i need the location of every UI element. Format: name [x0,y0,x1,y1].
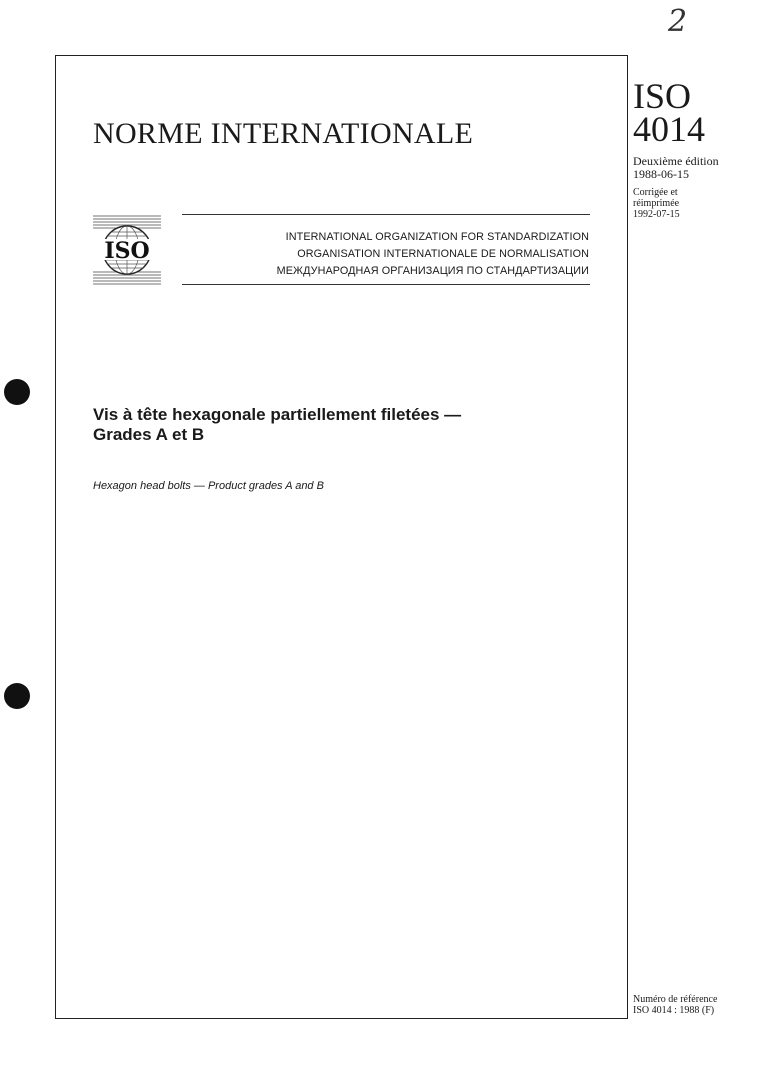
org-name-en: INTERNATIONAL ORGANIZATION FOR STANDARDIZATION [285,231,589,243]
document-title: NORME INTERNATIONALE [93,117,474,150]
subject-title-fr-line1: Vis à tête hexagonale partiellement filetées — [93,405,462,424]
header-rule-top [182,214,590,215]
punch-hole [4,683,30,709]
handwritten-annotation: 2 [668,4,688,39]
edition-info [633,155,719,181]
org-name-fr: ORGANISATION INTERNATIONALE DE NORMALISATION [297,248,589,260]
standard-number: 4014 [633,109,705,149]
reference-number [633,994,717,1016]
page-frame [55,55,628,1019]
iso-logo-text: ISO [104,238,150,264]
edition-label: Deuxième édition [633,154,719,168]
org-name-ru: МЕЖДУНАРОДНАЯ ОРГАНИЗАЦИЯ ПО СТАНДАРТИЗАЦИИ [276,265,589,277]
edition-date: 1988-06-15 [633,167,689,181]
correction-line1: Corrigée et [633,187,678,198]
correction-line2: réimprimée [633,198,680,209]
iso-logo [93,214,161,286]
organization-names [277,229,589,280]
standard-code [633,76,705,149]
punch-hole [4,379,30,405]
correction-info [633,187,680,220]
standard-prefix: ISO [633,76,692,116]
reference-value: ISO 4014 : 1988 (F) [633,1005,715,1016]
subject-title-en: Hexagon head bolts — Product grades A and B [93,480,324,492]
subject-title-fr [93,405,461,445]
reference-label: Numéro de référence [633,994,718,1005]
correction-date: 1992-07-15 [633,209,680,220]
header-rule-bottom [182,284,590,285]
subject-title-fr-line2: Grades A et B [93,425,205,444]
